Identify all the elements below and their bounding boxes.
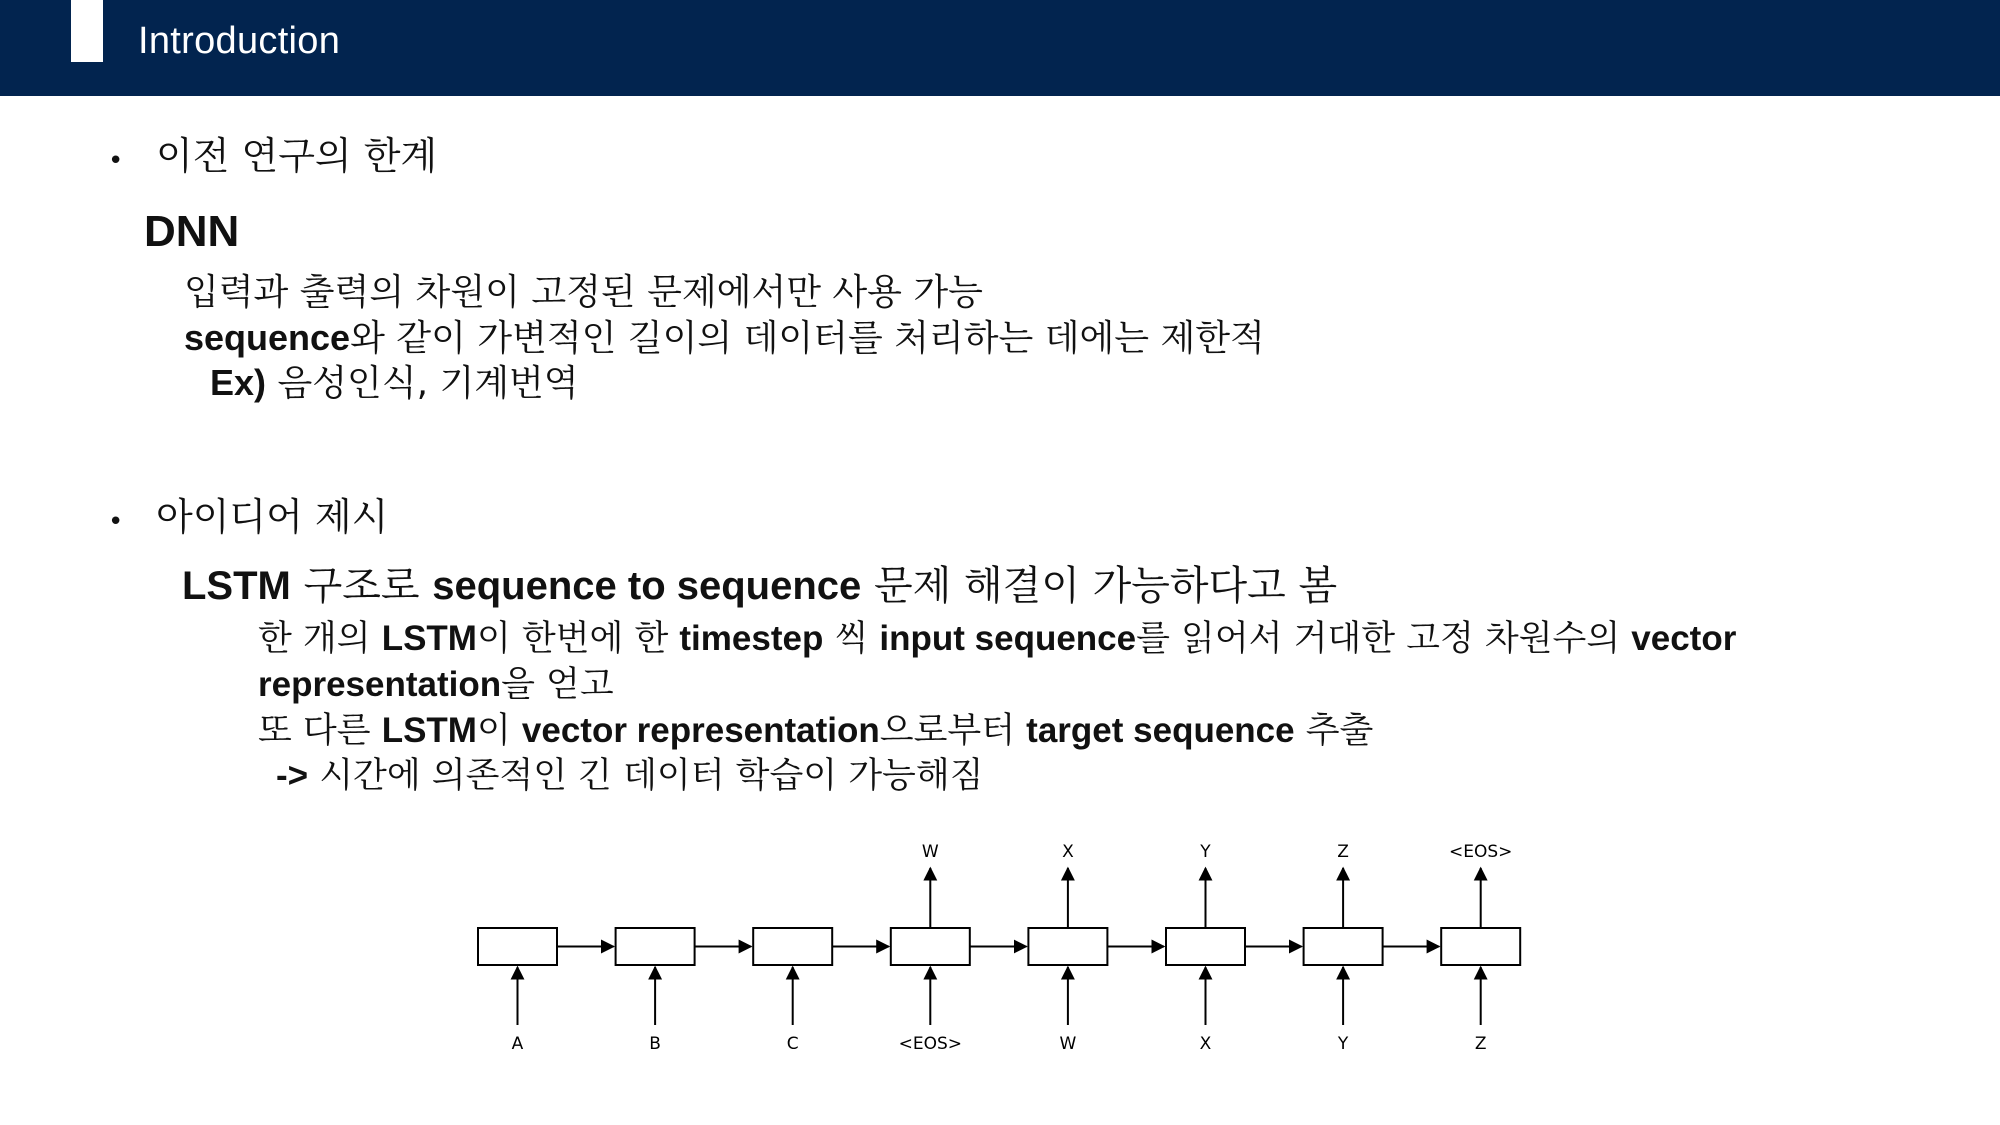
bold-text-segment: vector representation: [521, 711, 880, 750]
section1-heading: 이전 연구의 한계: [156, 134, 438, 178]
lstm-cell-box: [1028, 928, 1107, 965]
output-token-label: Y: [1200, 842, 1211, 862]
bold-text-segment: Ex): [210, 362, 267, 403]
output-token-label: W: [921, 842, 939, 862]
bold-text-segment: LSTM: [381, 619, 477, 658]
bold-text-segment: ->: [276, 756, 309, 795]
bold-text-segment: target sequence: [1026, 711, 1295, 750]
bold-text-segment: sequence: [184, 317, 351, 358]
input-token-label: Z: [1474, 1034, 1487, 1054]
text-segment: 으로부터: [879, 711, 1027, 751]
text-segment: 을 얻고: [501, 665, 614, 705]
bold-text-segment: input sequence: [879, 619, 1137, 658]
lstm-cell-box: [753, 928, 832, 965]
text-segment: 씩: [823, 619, 880, 659]
input-token-label: W: [1059, 1034, 1077, 1054]
text-segment: 입력과 출력의 차원이 고정된 문제에서만 사용 가능: [184, 272, 983, 313]
lstm-cell-box: [891, 928, 970, 965]
bold-text-segment: vector: [1631, 619, 1737, 658]
bold-text-segment: LSTM: [381, 711, 477, 750]
text-segment: 시간에 의존적인 긴 데이터 학습이 가능해짐: [308, 756, 984, 796]
bullet-dot: •: [108, 507, 124, 537]
text-segment: 문제 해결이 가능하다고 봄: [861, 563, 1338, 609]
text-segment: 이 한번에 한: [476, 619, 680, 659]
text-segment: 한 개의: [258, 619, 382, 659]
input-token-label: A: [511, 1034, 524, 1054]
input-token-label: Y: [1337, 1034, 1349, 1054]
text-segment: 또 다른: [258, 711, 382, 751]
text-segment: 와 같이 가변적인 길이의 데이터를 처리하는 데에는 제한적: [350, 318, 1265, 359]
lstm-cell-box: [1304, 928, 1383, 965]
text-segment: 이: [476, 711, 522, 751]
bold-text-segment: timestep: [679, 619, 824, 658]
bold-text-segment: LSTM: [182, 564, 291, 608]
section2-heading: 아이디어 제시: [156, 495, 389, 539]
slide-title: Introduction: [138, 20, 341, 62]
text-segment: 추출: [1294, 711, 1374, 751]
text-segment: 를 읽어서 거대한 고정 차원수의: [1136, 619, 1632, 659]
dnn-subheading: DNN: [144, 207, 240, 256]
output-token-label: X: [1062, 842, 1074, 862]
input-token-label: X: [1199, 1034, 1212, 1054]
text-segment: 음성인식, 기계번역: [266, 363, 579, 404]
lstm-cell-box: [1441, 928, 1520, 965]
bullet-dot: •: [108, 146, 124, 176]
input-token-label: <EOS>: [898, 1034, 963, 1054]
text-segment: 구조로: [290, 563, 433, 609]
bold-text-segment: sequence to sequence: [432, 564, 862, 608]
input-token-label: C: [786, 1034, 799, 1054]
lstm-cell-box: [478, 928, 557, 965]
output-token-label: <EOS>: [1448, 842, 1513, 862]
bold-text-segment: representation: [258, 665, 502, 704]
lstm-cell-box: [1166, 928, 1245, 965]
input-token-label: B: [649, 1034, 661, 1054]
output-token-label: Z: [1337, 842, 1349, 862]
lstm-cell-box: [616, 928, 695, 965]
